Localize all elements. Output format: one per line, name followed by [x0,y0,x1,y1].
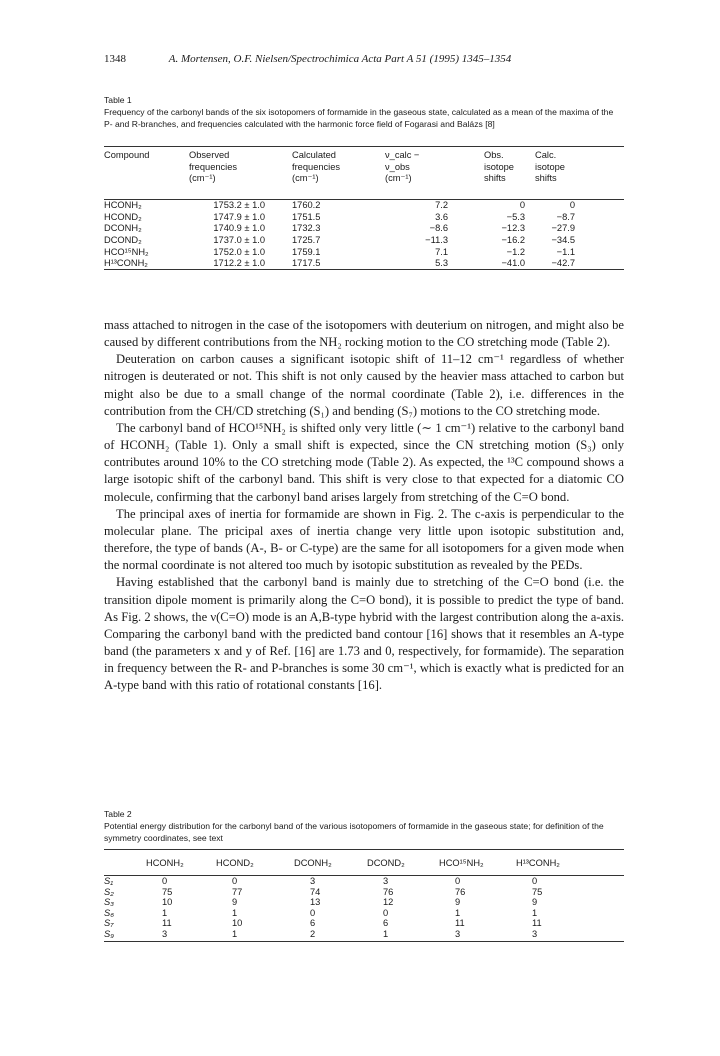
table1 [104,150,624,270]
table-cell: −1.2 [506,246,525,257]
table2-column-header: HCO¹⁵NH₂ [439,858,484,868]
table1-column-header [535,150,565,185]
table-cell: 10 [232,918,243,928]
table-row [104,223,624,235]
table-cell: 1717.5 [292,258,321,269]
table-cell: 13 [310,897,321,907]
table1-column-header [292,150,340,185]
table-cell: 1 [162,907,168,918]
body-paragraph: The principal axes of inertia for formamide are shown in Fig. 2. The c-axis is perpendicular to the molecular plane. The pricipal axes of inertia change very little upon isotopic substitution and, therefore, the type of bands (A-, B- or C-type) are the same for all isotopomers for a given mode when the normal coordinate is not altered too much by isotopic substitution as revealed by the PEDs. [104,506,624,573]
table1-header-line: ν_obs [385,161,410,172]
table-cell: 77 [232,886,243,897]
table-cell: 76 [455,886,466,897]
table-cell: −16.2 [501,235,525,246]
table-cell: 1 [455,907,461,918]
table1-header-line: ν_calc − [385,150,420,160]
table-cell: 1760.2 [292,200,321,210]
row-label: S₁ [104,876,114,886]
table-cell: HCONH₂ [104,200,142,210]
table-cell: −5.3 [506,211,525,222]
row-label: S₃ [104,897,114,907]
table1-header-line: shifts [484,173,506,183]
table-cell: 0 [455,876,461,886]
table-row [104,212,624,224]
body-paragraph: Having established that the carbonyl band is mainly due to stretching of the C=O bond (i.e. the transition dipole moment is primarily along the C=O bond), it is possible to predict the type of band. As Fig. 2 shows, the ν(C=O) mode is an A,B-type hybrid with the largest contribution along the a-axis. Comparing the carbonyl band with the predicted band contour [16] shows that it resembles an A-type band (the parameters x and y of Ref. [16] are 1.73 and 0, respectively, for formamide). The separation in frequency between the R- and P-branches is some 30 cm⁻¹, which is exactly what is predicted for an A-type band with this ratio of rotational constants [16]. [104,575,624,693]
table-cell: 76 [383,886,394,897]
table-cell: −34.5 [551,235,575,246]
table-cell: 0 [232,876,238,886]
table-cell: 1747.9 ± 1.0 [213,211,265,222]
table-row [104,918,624,929]
body-text [104,317,624,694]
table-row [104,908,624,919]
table-cell: 1732.3 [292,223,321,234]
table-cell: 2 [310,928,316,939]
table2-label: Table 2 [104,809,132,819]
table2-body [104,876,624,939]
table-cell: −1.1 [556,246,575,257]
table-cell: DCONH₂ [104,223,142,234]
table1-column-header [484,150,514,185]
table1-header-rule [104,199,624,200]
table1-caption: Frequency of the carbonyl bands of the six isotopomers of formamide in the gaseous state, calculated as a mean of the maxima of the P- and R-branches, and frequencies calculated with the harmonic force field of Fogarasi and Balázs [8] [104,107,614,129]
table2-header-rule [104,875,624,876]
table2-column-header: HCOND₂ [216,858,254,868]
table1-header-line: Obs. [484,150,504,160]
table1-body [104,200,624,270]
table-row [104,200,624,212]
table2-column-header: H¹³CONH₂ [516,858,560,868]
table1-header-line: frequencies [189,161,238,172]
table2-bottom-rule [104,941,624,942]
table1-column-header [385,150,419,185]
table1-header-line: Calculated [292,150,336,160]
table-cell: DCOND₂ [104,235,142,246]
table2-column-header: HCONH₂ [146,858,184,868]
table1-header-line: (cm⁻¹) [385,173,412,183]
table-cell: 7.2 [435,200,448,210]
running-head [104,53,624,65]
table1-header-line: frequencies [292,161,341,172]
table2 [104,850,624,939]
table-cell: 12 [383,897,394,907]
table-cell: 1725.7 [292,235,321,246]
table1-header-line: isotope [484,161,514,172]
table-cell: 0 [569,200,575,210]
table-cell: 0 [383,907,389,918]
running-title: A. Mortensen, O.F. Nielsen/Spectrochimica Acta Part A 51 (1995) 1345–1354 [168,53,512,65]
table-cell: 74 [310,886,321,897]
table-cell: 75 [532,886,543,897]
table-cell: 5.3 [435,258,448,269]
table-cell: 3 [383,876,389,886]
table-cell: 3 [310,876,316,886]
table-cell: 6 [383,918,389,928]
row-label: S₇ [104,918,114,928]
table-cell: 10 [162,897,173,907]
table-row [104,247,624,259]
table-cell: HCO¹⁵NH₂ [104,246,149,257]
table-cell: 9 [232,897,238,907]
table-row [104,897,624,908]
table-cell: 11 [162,918,172,928]
table-cell: 0 [162,876,168,886]
table-cell: −11.3 [425,235,448,246]
table-cell: 1 [383,928,389,939]
table-row [104,235,624,247]
table-cell: 3 [455,928,461,939]
table-cell: HCOND₂ [104,211,142,222]
table1-header-line: (cm⁻¹) [189,173,216,183]
table-cell: 0 [532,876,538,886]
table1-header-line: shifts [535,173,557,183]
table-row [104,929,624,940]
table1-column-header [104,150,149,162]
table-cell: 1759.1 [292,246,321,257]
table1-header-line: Observed [189,150,230,160]
table-cell: 1740.9 ± 1.0 [213,223,265,234]
table1-header-line: Compound [104,150,150,160]
table-row [104,887,624,898]
table-cell: −8.7 [556,211,575,222]
table1-column-header [189,150,237,185]
body-paragraph: mass attached to nitrogen in the case of the isotopomers with deuterium on nitrogen, and might also be caused by different contributions from the NH₂ rocking motion to the CO stretching mode (Table 2). [104,318,624,350]
table-cell: 1712.2 ± 1.0 [213,258,265,269]
table-cell: 1 [532,907,538,918]
table1-header [104,150,624,200]
table-row [104,876,624,887]
table1-header-line: isotope [535,161,565,172]
table-cell: 3 [532,928,538,939]
table-cell: −42.7 [551,258,575,269]
table-cell: 1753.2 ± 1.0 [213,200,265,210]
table2-column-header: DCOND₂ [367,858,405,868]
table-cell: 9 [532,897,538,907]
table-cell: 0 [310,907,316,918]
table-cell: 11 [532,918,542,928]
table1-header-line: Calc. [535,150,557,160]
table-cell: 1 [232,928,238,939]
table-cell: 3.6 [435,211,448,222]
table1-caption-block [104,94,624,130]
table-cell: 9 [455,897,461,907]
table2-caption-block [104,808,624,844]
table-cell: 6 [310,918,316,928]
table-cell: 0 [519,200,525,210]
table-cell: −12.3 [501,223,525,234]
table-cell: −41.0 [501,258,525,269]
table-cell: 3 [162,928,168,939]
body-paragraph: The carbonyl band of HCO¹⁵NH₂ is shifted only very little (∼ 1 cm⁻¹) relative to the carbonyl band of HCONH₂ (Table 1). Only a small shift is expected, since the CN stretching motion (S₃) only contributes around 10% to the CO stretching mode (Table 2). As expected, the ¹³C compound shows a large isotopic shift of the carbonyl band. This shift is very close to that expected for a diatomic CO molecule, confirming that the carbonyl band arises largely from stretching of the C=O bond. [104,420,624,504]
table-cell: 7.1 [435,246,448,257]
table-cell: 75 [162,886,173,897]
table-cell: 1751.5 [292,211,321,222]
table2-caption: Potential energy distribution for the carbonyl band of the various isotopomers of formamide in the gaseous state; for definition of the symmetry coordinates, see text [104,821,604,843]
table-cell: 1 [232,907,238,918]
body-paragraph: Deuteration on carbon causes a significant isotopic shift of 11–12 cm⁻¹ regardless of whether nitrogen is deuterated or not. This shift is not only caused by the heavier mass attached to carbon but might also be due to a small change of the normal coordinate (Table 2), i.e. differences in the contribution from the CH/CD stretching (S₁) and bending (S₇) motions to the CO stretching mode. [104,352,624,418]
page-number: 1348 [104,53,126,65]
row-label: S₆ [104,907,114,918]
table2-column-header: DCONH₂ [294,858,332,868]
row-label: S₂ [104,886,114,897]
table-cell: 1737.0 ± 1.0 [213,235,265,246]
table1-bottom-rule [104,269,624,270]
table-cell: −8.6 [429,223,448,234]
table2-header [104,850,624,876]
table1-header-line: (cm⁻¹) [292,173,319,183]
table-cell: H¹³CONH₂ [104,258,148,269]
table-cell: 11 [455,918,465,928]
table1-label: Table 1 [104,95,132,105]
row-label: S₉ [104,928,114,939]
table1-top-rule [104,146,624,147]
table-cell: −27.9 [551,223,575,234]
table-cell: 1752.0 ± 1.0 [213,246,265,257]
